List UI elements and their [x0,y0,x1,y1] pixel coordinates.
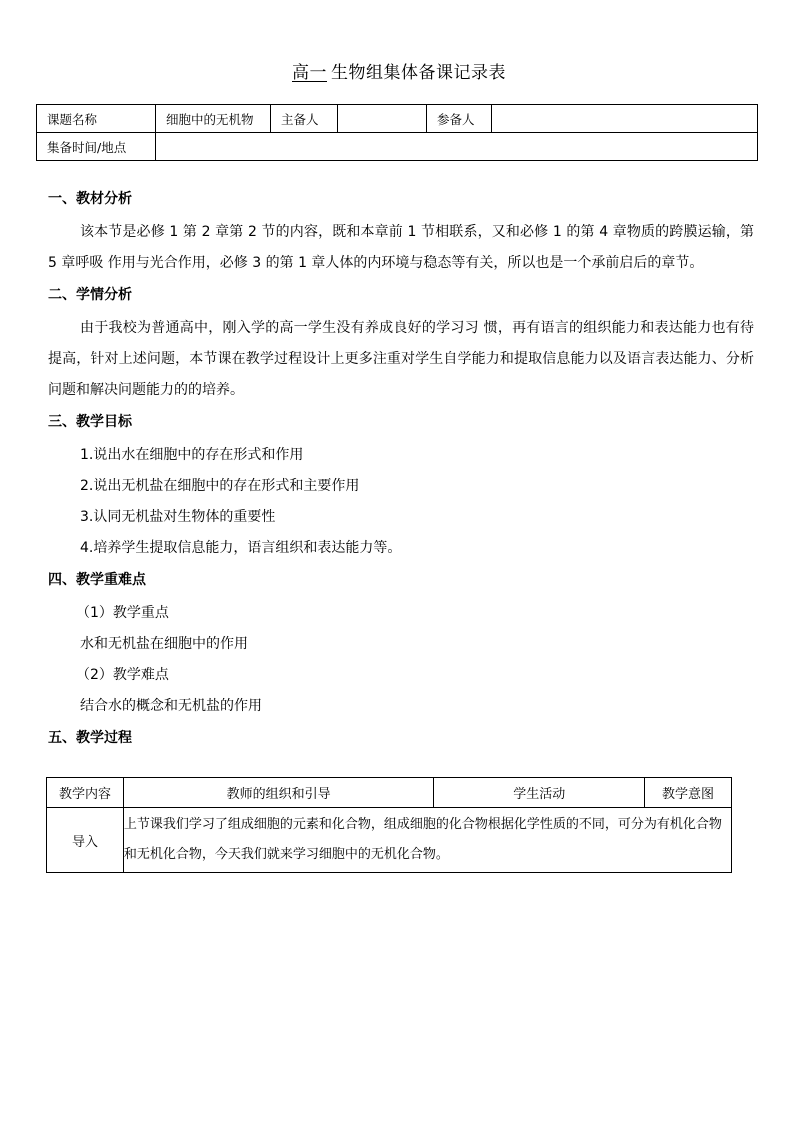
header-teacher: 教师的组织和引导 [123,778,434,808]
section-2-heading: 二、学情分析 [48,287,132,303]
difficulty-text: 结合水的概念和无机盐的作用 [80,698,262,714]
objective-item: 4.培养学生提取信息能力，语言组织和表达能力等。 [80,540,402,556]
document-title [0,58,794,83]
topic-value[interactable]: 细胞中的无机物 [156,105,271,133]
title-text: 生物组集体备课记录表 [331,63,506,83]
focus-label: （1）教学重点 [76,605,169,621]
lead-value[interactable] [338,105,427,133]
section-2-text: 由于我校为普通高中，刚入学的高一学生没有养成良好的学习习 惯，再有语言的组织能力和表达能力也有待提高，针对上述问题，本节课在教学过程设计上更多注重对学生自学能力和提取信息能力以及语言表达能力、分析问题和解决问题能力的的培养。 [48,320,754,398]
participants-label: 参备人 [427,105,492,133]
section-3-heading: 三、教学目标 [48,414,132,430]
lead-label: 主备人 [271,105,338,133]
process-table-header [47,778,732,808]
focus-text: 水和无机盐在细胞中的作用 [80,636,248,652]
time-place-value[interactable] [156,133,758,161]
title-grade: 高一 [292,63,327,83]
participants-value[interactable] [492,105,758,133]
objective-item: 3.认同无机盐对生物体的重要性 [80,509,276,525]
section-5-heading: 五、教学过程 [48,730,132,746]
table-row [47,808,732,873]
section-1-heading: 一、教材分析 [48,191,132,207]
time-place-label: 集备时间/地点 [37,133,156,161]
header-intent: 教学意图 [645,778,732,808]
objective-item: 2.说出无机盐在细胞中的存在形式和主要作用 [80,478,360,494]
info-table [36,104,758,161]
document-body [48,186,754,756]
process-table [46,777,732,873]
section-4-heading: 四、教学重难点 [48,572,146,588]
header-content: 教学内容 [47,778,124,808]
difficulty-label: （2）教学难点 [76,667,169,683]
section-1-text: 该本节是必修 1 第 2 章第 2 节的内容，既和本章前 1 节相联系，又和必修 1 的第 4 章物质的跨膜运输，第 5 章呼吸 作用与光合作用，必修 3 的第 1 章人体的内环境与稳态等有关，所以也是一个承前启后的章节。 [48,224,754,271]
objective-item: 1.说出水在细胞中的存在形式和作用 [80,447,304,463]
row-content: 导入 [47,808,124,873]
row-text: 上节课我们学习了组成细胞的元素和化合物，组成细胞的化合物根据化学性质的不同，可分为有机化合物和无机化合物，今天我们就来学习细胞中的无机化合物。 [123,808,731,873]
header-student: 学生活动 [434,778,645,808]
topic-label: 课题名称 [37,105,156,133]
